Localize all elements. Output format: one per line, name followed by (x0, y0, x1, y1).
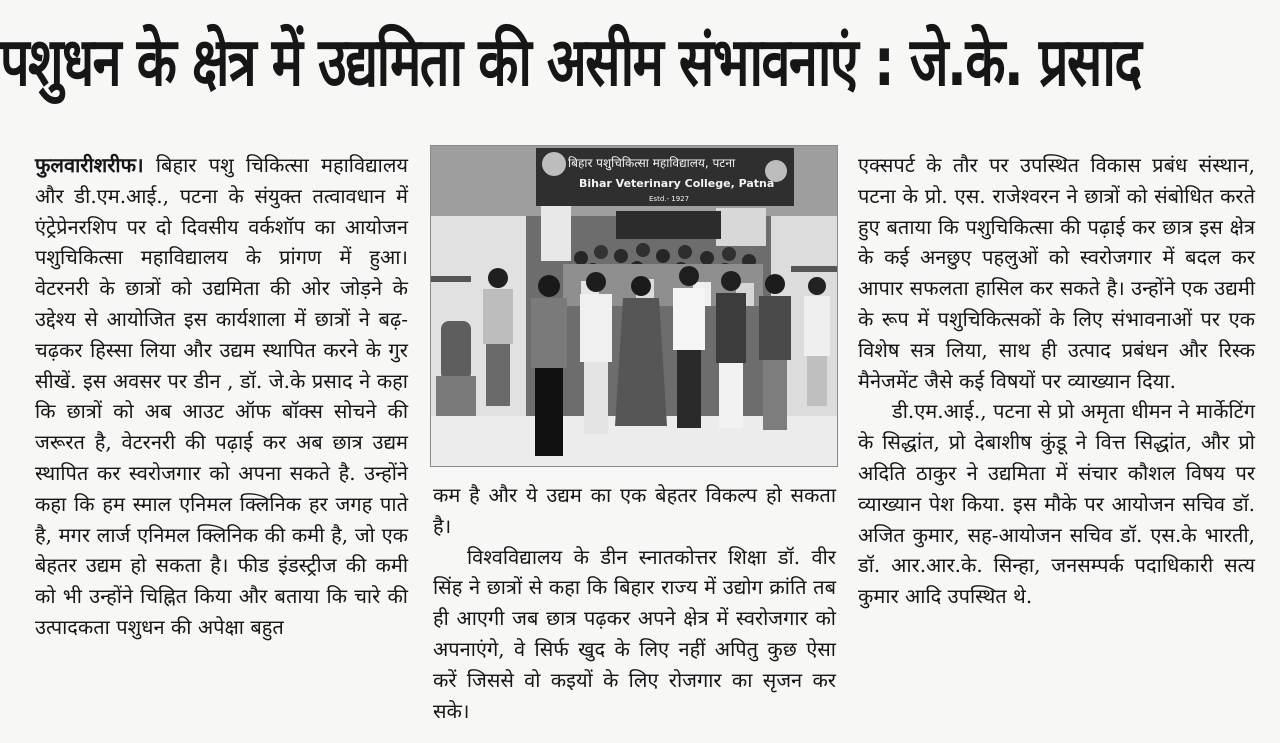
person-head (722, 247, 736, 261)
person-head (678, 245, 692, 259)
person-body (531, 298, 567, 368)
person-body (759, 296, 791, 360)
person-head (636, 243, 650, 257)
college-emblem-icon (542, 152, 566, 176)
article-paragraph: डी.एम.आई., पटना से प्रो अमृता धीमन ने मार्केटिंग के सिद्धांत, प्रो देबाशीष कुंडू ने वित्त सिद्धांत, और प्रो अदिति ठाकुर ने उद्यमिता में संचार कौशल विषय पर व्याख्यान पेश किया. इस मौके पर आयोजन सचिव डॉ. अजित कुमार, सह-आयोजन सचिव डॉ. एस.के भारती, डॉ. आर.आर.के. सिन्हा, जनसम्पर्क पदाधिकारी सत्य कुमार आदि उपस्थित थे. (858, 399, 1255, 609)
article-text: बिहार पशु चिकित्सा महाविद्यालय और डी.एम.आई., पटना के संयुक्त तत्वावधान में एंट्रेप्रेनरशिप पर दो दिवसीय वर्कशॉप का आयोजन पशुचिकित्सा महाविद्यालय के प्रांगण में हुआ। वेटरनरी के छात्रों को उद्यमिता की ओर जोड़ने के उद्देश्य से आयोजित इस कार्यशाला में छात्रों ने बढ़-चढ़कर हिस्सा लिया और उद्यम स्थापित करने के गुर सीखें. इस अवसर पर डीन , डॉ. जे.के प्रसाद ने कहा कि छात्रों को अब आउट ऑफ बॉक्स सोचने की जरूरत है, वेटरनरी की पढ़ाई कर अब छात्र उद्यम स्थापित कर स्वरोजगार को अपना सकते है. उन्होंने कहा कि हम स्माल एनिमल क्लिनिक हर जगह पाते है, मगर लार्ज एनिमल क्लिनिक की कमी है, जो एक बेहतर उद्यम हो सकता है। फीड इंडस्ट्रीज की कमी को भी उन्होंने चिह्नित किया और बताया कि चारे की उत्पादकता पशुधन की अपेक्षा बहुत (35, 153, 409, 639)
person-body (673, 288, 705, 350)
person-legs (807, 356, 827, 406)
person-head (631, 276, 651, 296)
potted-plant (441, 321, 471, 381)
plant-pot (436, 376, 476, 416)
person-body (804, 296, 830, 356)
article-paragraph: विश्वविद्यालय के डीन स्नातकोत्तर शिक्षा डॉ. वीर सिंह ने छात्रों से कहा कि बिहार राज्य में उद्योग क्रांति तब ही आएगी जब छात्र पढ़कर अपने क्षेत्र में स्वरोजगार को अपनाएंगे, वे सिर्फ खुद के लिए नहीं अपितु कुछ ऐसा करें जिससे वो कइयों के लिए रोजगार का सृजन कर सके। (433, 544, 836, 723)
group-photo (430, 145, 838, 467)
person-head (586, 272, 606, 292)
sign-estd-text: Estd.- 1927 (649, 195, 690, 203)
notice-board (541, 206, 571, 261)
person-legs (486, 344, 510, 406)
person-head (656, 249, 670, 263)
person-head (700, 251, 714, 265)
wall-stripe (791, 266, 837, 272)
person-body (716, 293, 746, 363)
person-head (594, 245, 608, 259)
person-legs (584, 362, 608, 434)
article-column-2 (433, 480, 836, 726)
notice-board (716, 208, 766, 246)
article-column-3 (858, 150, 1255, 612)
person-legs (763, 360, 787, 430)
person-body (483, 289, 513, 344)
person-legs (535, 368, 563, 456)
wall-stripe (431, 276, 471, 282)
person-head (765, 274, 785, 294)
headline: पशुधन के क्षेत्र में उद्यमिता की असीम संभावनाएं : जे.के. प्रसाद (0, 23, 1141, 101)
article-paragraph: एक्सपर्ट के तौर पर उपस्थित विकास प्रबंध संस्थान, पटना के प्रो. एस. राजेश्वरन ने छात्रों को संबोधित करते हुए बताया कि पशुचिकित्सा की पढ़ाई कर छात्र इस क्षेत्र के कई अनछुए पहलुओं को स्वरोजगार में बदल कर आपार सफलता हासिल कर सकते है। उन्होंने एक उद्यमी के रूप में पशुचिकित्सकों के लिए संभावनाओं पर एक विशेष सत्र लिया, साथ ही उत्पाद प्रबंधन और रिस्क मैनेजमेंट जैसे कई विषयों पर व्याख्यान दिया. (858, 153, 1255, 393)
article-paragraph: कम है और ये उद्यम का एक बेहतर विकल्प हो सकता है। (433, 483, 836, 538)
person-legs (677, 350, 701, 428)
person-head (679, 266, 699, 286)
entrance-banner (616, 211, 721, 239)
person-body (580, 294, 612, 362)
article-column-1 (35, 150, 408, 643)
article-paragraph (35, 150, 408, 643)
person-legs (719, 363, 743, 428)
person-head (538, 275, 560, 297)
sign-english-text: Bihar Veterinary College, Patna (579, 177, 775, 190)
person-head (808, 277, 826, 295)
sign-hindi-text: बिहार पशुचिकित्सा महाविद्यालय, पटना (568, 156, 736, 170)
person-head (574, 251, 588, 265)
group-photo-graphic (431, 146, 837, 466)
person-saree (615, 298, 667, 426)
person-head (614, 249, 628, 263)
person-head (488, 268, 508, 288)
dateline: फुलवारीशरीफ। (35, 153, 144, 177)
person-head (721, 271, 741, 291)
